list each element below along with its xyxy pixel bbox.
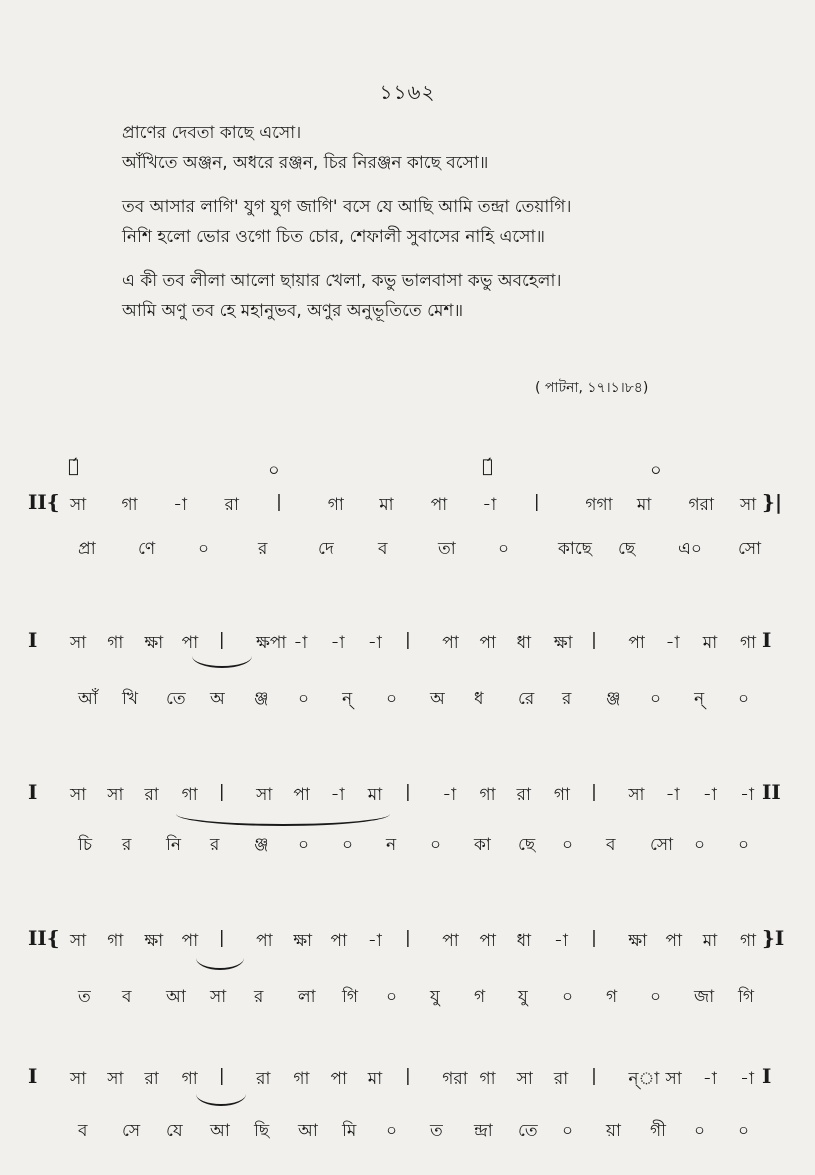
swara-note: -া <box>367 931 382 951</box>
lyric-syllable: ধ <box>474 689 484 709</box>
swara-note: সা <box>665 1069 682 1089</box>
swara-note: মা <box>379 495 394 515</box>
swara-note: -া <box>330 785 345 805</box>
lyric-syllable: সে <box>122 1121 141 1141</box>
lyric-syllable: গ <box>474 987 486 1007</box>
lyric-syllable: র <box>122 835 132 855</box>
lyric-line: প্রাণের দেবতা কাছে এসো। <box>122 123 302 143</box>
lyric-syllable: ত <box>430 1121 443 1141</box>
beat-divider: | <box>405 782 411 802</box>
swara-note: রা <box>224 495 239 515</box>
tala-mark: ১́ <box>68 456 79 477</box>
beat-divider: | <box>591 630 597 650</box>
swara-note: পা <box>479 931 496 951</box>
swara-note: রা <box>553 1069 569 1089</box>
swara-note: সা <box>107 785 124 805</box>
opening-barline: I <box>28 780 38 804</box>
lyric-syllable: ০ <box>650 987 662 1007</box>
lyric-syllable: ০ <box>562 835 574 855</box>
lyric-syllable: সো <box>738 539 762 559</box>
lyric-syllable: ছে <box>518 835 536 855</box>
swara-note: গরা <box>688 495 714 515</box>
swara-note: সা <box>70 495 87 515</box>
lyric-syllable: ০ <box>650 689 662 709</box>
swara-note: রা <box>516 785 531 805</box>
lyric-syllable: জা <box>694 987 715 1007</box>
swara-note: ক্ষা <box>628 931 648 951</box>
lyric-line: আঁখিতে অঞ্জন, অধরে রঞ্জন, চির নিরঞ্জন কাছে বসো॥ <box>122 153 489 173</box>
notation-row <box>0 782 815 812</box>
swara-note: -া <box>702 785 717 805</box>
syllable-row <box>0 1118 815 1148</box>
lyric-syllable: র <box>210 835 220 855</box>
lyric-syllable: গী <box>650 1121 667 1141</box>
lyric-syllable: ০ <box>342 835 354 855</box>
lyric-syllable: ঞ্জ <box>254 689 269 709</box>
closing-barline: }I <box>762 926 785 950</box>
lyric-syllable: লা <box>298 987 316 1007</box>
lyric-syllable: আ <box>210 1121 230 1141</box>
lyric-syllable: র <box>258 539 268 559</box>
swara-note: ধা <box>516 931 532 951</box>
lyric-syllable: গ <box>606 987 618 1007</box>
lyric-syllable: ০ <box>738 689 750 709</box>
lyric-syllable: তে <box>518 1121 538 1141</box>
swara-note: ক্ষপা <box>256 633 287 653</box>
closing-barline: II <box>762 780 781 804</box>
notation-row <box>0 928 815 958</box>
swara-note: গা <box>107 931 124 951</box>
slur-mark <box>192 656 252 668</box>
swara-note: -া <box>367 633 382 653</box>
lyric-syllable: আ <box>298 1121 318 1141</box>
lyric-syllable: ব <box>606 835 616 855</box>
opening-barline: II{ <box>28 926 60 950</box>
lyric-line: আমি অণু তব হে মহানুভব, অণুর অনুভূতিতে মেশ॥ <box>122 301 464 321</box>
swara-note: গা <box>479 1069 496 1089</box>
beat-divider: | <box>405 928 411 948</box>
swara-note: ক্ষা <box>144 931 164 951</box>
beat-divider: | <box>405 1066 411 1086</box>
swara-note: গা <box>107 633 124 653</box>
swara-note: গা <box>740 633 757 653</box>
swara-note: সা <box>740 495 757 515</box>
lyric-syllable: যে <box>166 1121 183 1141</box>
beat-divider: | <box>218 928 225 948</box>
lyric-syllable: ০ <box>562 987 574 1007</box>
lyric-syllable: ন <box>386 835 397 855</box>
lyric-syllable: গি <box>738 987 755 1007</box>
lyric-syllable: ঞ্জ <box>606 689 621 709</box>
lyric-syllable: ০ <box>298 835 310 855</box>
closing-barline: }| <box>762 490 783 514</box>
beat-divider: | <box>276 492 282 512</box>
lyric-syllable: যু <box>518 987 528 1007</box>
syllable-row <box>0 984 815 1014</box>
swara-note: -া <box>442 785 457 805</box>
opening-barline: I <box>28 628 38 652</box>
lyric-syllable: অ <box>210 689 225 709</box>
swara-note: পা <box>442 633 459 653</box>
swara-note: -া <box>293 633 308 653</box>
swara-note: সা <box>516 1069 533 1089</box>
swara-note: গা <box>479 785 496 805</box>
lyric-line: নিশি হলো ভোর ওগো চিত চোর, শেফালী সুবাসের নাহি এসো॥ <box>122 227 546 247</box>
swara-note: পা <box>181 931 199 951</box>
lyric-syllable: ০ <box>738 835 750 855</box>
closing-barline: I <box>762 1064 772 1088</box>
place-date: ( পাটনা, ১৭।১।৮৪) <box>535 380 649 396</box>
slur-mark <box>196 958 244 970</box>
lyric-syllable: ব <box>78 1121 88 1141</box>
swara-note: মা <box>702 931 718 951</box>
swara-note: সা <box>70 633 87 653</box>
tala-marks <box>0 456 815 486</box>
tala-mark: ০ <box>650 460 662 481</box>
swara-note: রা <box>144 785 159 805</box>
lyric-line: তব আসার লাগি' যুগ যুগ জাগি' বসে যে আছি আমি তন্দ্রা তেয়াগি। <box>122 197 572 217</box>
beat-divider: | <box>533 492 540 512</box>
swara-note: পা <box>628 633 645 653</box>
page-number: ১১৬২ <box>379 80 436 104</box>
lyric-syllable: ছি <box>254 1121 270 1141</box>
notation-row <box>0 630 815 660</box>
opening-barline: I <box>28 1064 38 1088</box>
lyric-syllable: দে <box>318 539 334 559</box>
swara-note: মা <box>636 495 652 515</box>
lyric-syllable: কাছে <box>558 539 592 559</box>
lyric-syllable: রে <box>518 689 535 709</box>
lyric-syllable: ব <box>378 539 388 559</box>
lyric-syllable: নি <box>166 835 182 855</box>
slur-mark <box>176 814 390 826</box>
syllable-row <box>0 686 815 716</box>
lyric-syllable: ০ <box>738 1121 750 1141</box>
notation-row <box>0 492 815 522</box>
swara-note: গা <box>181 1069 198 1089</box>
lyric-syllable: সো <box>650 835 674 855</box>
swara-note: -া <box>740 785 754 805</box>
closing-barline: I <box>762 628 772 652</box>
lyric-syllable: ব <box>122 987 132 1007</box>
syllable-row <box>0 832 815 862</box>
lyric-syllable: অ <box>430 689 445 709</box>
lyrics-stanza <box>122 266 742 326</box>
beat-divider: | <box>218 1066 225 1086</box>
lyric-syllable: ০ <box>694 1121 706 1141</box>
swara-note: পা <box>442 931 459 951</box>
lyric-syllable: সা <box>210 987 227 1007</box>
swara-note: সা <box>70 931 87 951</box>
lyric-syllable: ণে <box>138 539 156 559</box>
swara-note: মা <box>367 785 383 805</box>
lyric-syllable: র <box>254 987 264 1007</box>
lyric-syllable: ন্ <box>342 689 353 709</box>
swara-note: গা <box>553 785 570 805</box>
lyric-syllable: য়া <box>606 1121 621 1141</box>
swara-note: মা <box>702 633 718 653</box>
beat-divider: | <box>591 928 597 948</box>
lyric-syllable: ত <box>78 987 91 1007</box>
syllable-row <box>0 536 815 566</box>
swara-note: -া <box>173 495 188 515</box>
lyrics-stanza <box>122 192 742 252</box>
swara-note: পা <box>330 931 348 951</box>
opening-barline: II{ <box>28 490 60 514</box>
swara-note: পা <box>293 785 310 805</box>
swara-note: ন্‌া <box>628 1069 660 1089</box>
lyric-syllable: তা <box>438 539 456 559</box>
swara-note: -া <box>702 1069 717 1089</box>
swara-note: রা <box>144 1069 159 1089</box>
swara-note: -া <box>665 633 680 653</box>
swara-note: -া <box>665 785 680 805</box>
lyric-syllable: ঞ্জ <box>254 835 269 855</box>
lyric-syllable: ০ <box>198 539 210 559</box>
swara-note: গগা <box>585 495 613 515</box>
lyric-syllable: চি <box>78 835 93 855</box>
swara-note: সা <box>628 785 645 805</box>
swara-note: সা <box>256 785 273 805</box>
swara-note: গা <box>181 785 198 805</box>
lyric-syllable: ০ <box>386 1121 398 1141</box>
swara-note: পা <box>665 931 683 951</box>
swara-note: পা <box>330 1069 348 1089</box>
swara-note: ক্ষা <box>144 633 164 653</box>
lyric-syllable: খি <box>122 689 139 709</box>
tala-mark: ১́ <box>482 456 493 477</box>
swara-note: -া <box>330 633 345 653</box>
swara-note: ধা <box>516 633 532 653</box>
swara-note: পা <box>256 931 273 951</box>
lyric-syllable: ০ <box>498 539 510 559</box>
swara-note: সা <box>70 785 87 805</box>
swara-note: -া <box>740 1069 754 1089</box>
swara-note: মা <box>367 1069 383 1089</box>
slur-mark <box>196 1094 246 1106</box>
lyric-syllable: গি <box>342 987 359 1007</box>
lyric-syllable: ন্ <box>694 689 705 709</box>
tala-mark: ০ <box>268 460 280 481</box>
notation-row <box>0 1066 815 1096</box>
lyrics-stanza <box>122 118 742 178</box>
lyric-line: এ কী তব লীলা আলো ছায়ার খেলা, কভু ভালবাসা কভু অবহেলা। <box>122 271 562 291</box>
lyric-syllable: ০ <box>386 689 398 709</box>
beat-divider: | <box>591 1066 597 1086</box>
lyric-syllable: এ০ <box>678 539 702 559</box>
lyric-syllable: র <box>562 689 572 709</box>
lyric-syllable: মি <box>342 1121 357 1141</box>
lyric-syllable: ০ <box>298 689 310 709</box>
lyric-syllable: ০ <box>430 835 442 855</box>
beat-divider: | <box>218 630 225 650</box>
lyric-syllable: ০ <box>386 987 398 1007</box>
swara-note: রা <box>256 1069 271 1089</box>
swara-note: পা <box>479 633 496 653</box>
swara-note: গরা <box>442 1069 468 1089</box>
swara-note: -া <box>482 495 497 515</box>
lyric-syllable: তে <box>166 689 186 709</box>
lyric-syllable: প্রা <box>78 539 96 559</box>
swara-note: পা <box>430 495 448 515</box>
swara-note: ক্ষা <box>293 931 313 951</box>
swara-note: সা <box>107 1069 124 1089</box>
swara-note: -া <box>553 931 568 951</box>
lyric-syllable: যু <box>430 987 440 1007</box>
swara-note: পা <box>181 633 199 653</box>
lyric-syllable: ছে <box>618 539 636 559</box>
beat-divider: | <box>591 782 597 802</box>
lyric-syllable: আঁ <box>78 689 98 709</box>
lyric-syllable: ০ <box>562 1121 574 1141</box>
swara-note: ক্ষা <box>553 633 573 653</box>
beat-divider: | <box>405 630 411 650</box>
lyric-syllable: কা <box>474 835 491 855</box>
swara-note: গা <box>293 1069 310 1089</box>
swara-note: সা <box>70 1069 87 1089</box>
lyrics-block <box>122 118 742 340</box>
lyric-syllable: ০ <box>694 835 706 855</box>
lyric-syllable: ন্দ্রা <box>474 1121 493 1141</box>
beat-divider: | <box>218 782 225 802</box>
swara-note: গা <box>327 495 344 515</box>
swara-note: গা <box>740 931 757 951</box>
swara-note: গা <box>121 495 138 515</box>
lyric-syllable: আ <box>166 987 186 1007</box>
